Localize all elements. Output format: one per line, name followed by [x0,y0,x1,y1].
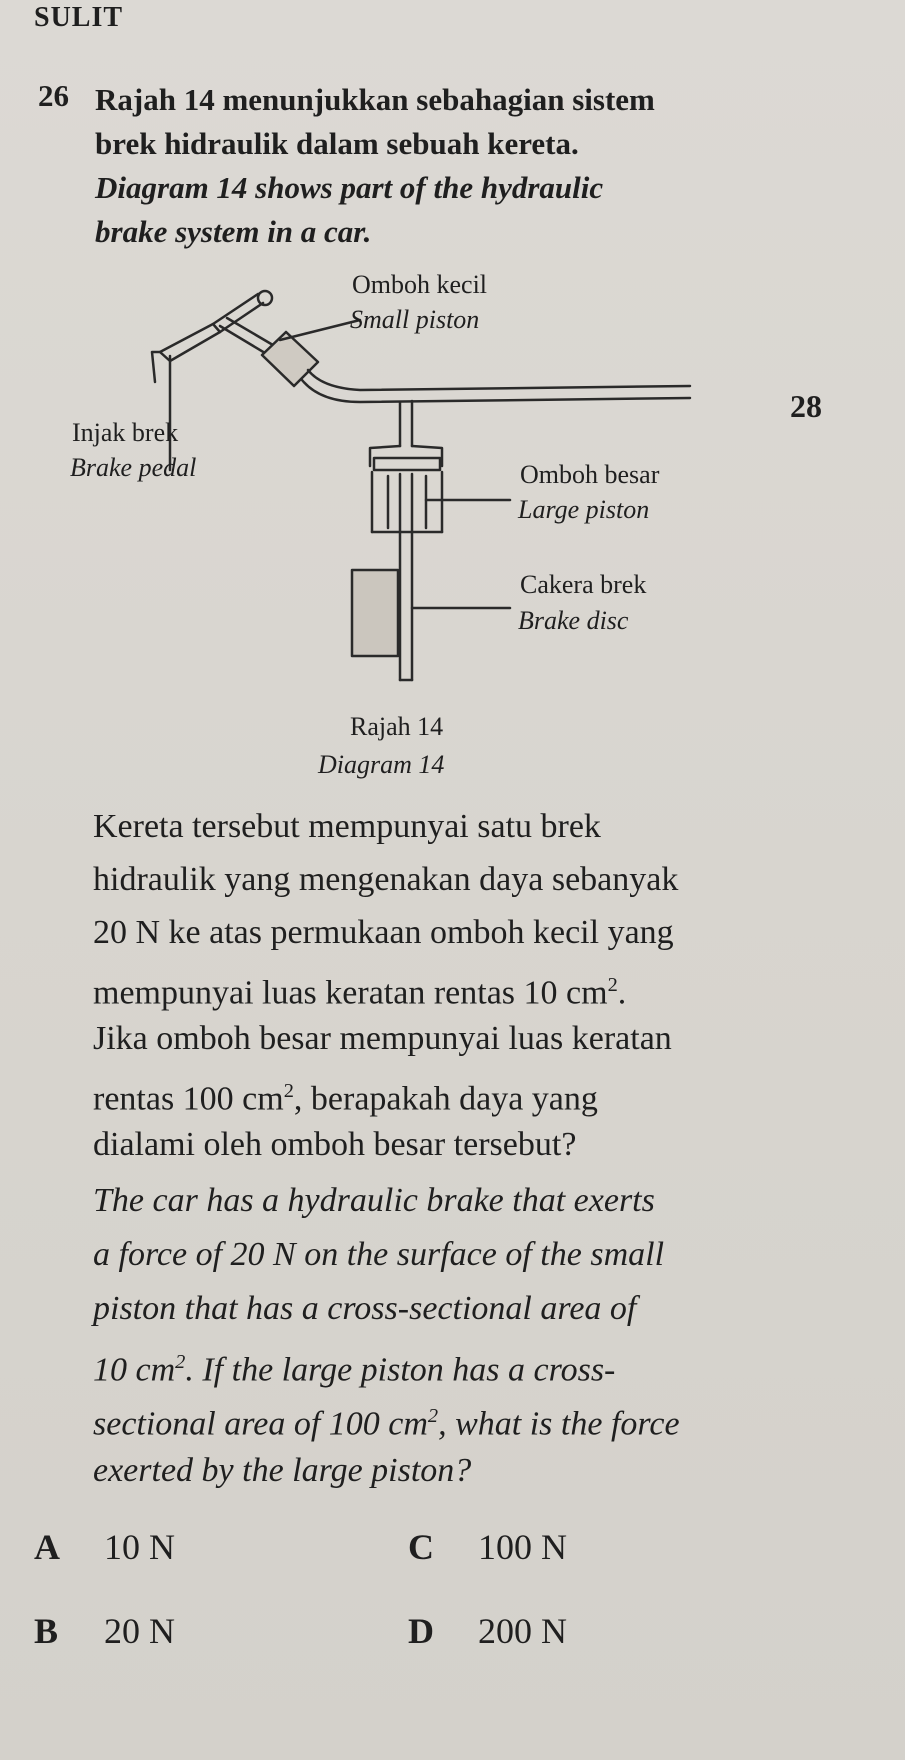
label-brake-disc-bm: Cakera brek [520,570,647,599]
pipe-top [308,370,690,390]
stem-bm-line-2: brek hidraulik dalam sebuah kereta. [95,126,579,161]
body-bm-line-5: Jika omboh besar mempunyai luas keratan [93,1020,672,1057]
pedal-foot [152,352,160,382]
label-brake-pedal-bm: Injak brek [72,418,179,447]
small-piston [262,332,318,386]
body-bm-line-3: 20 N ke atas permukaan omboh kecil yang [93,914,674,951]
label-small-piston-bm: Omboh kecil [352,270,488,299]
label-large-piston-en: Large piston [518,495,650,524]
hydraulic-brake-diagram [70,270,790,770]
body-en-line-6: exerted by the large piston? [93,1452,472,1489]
label-large-piston-bm: Omboh besar [520,460,660,489]
body-en-line-5: sectional area of 100 $cm^2$, what is the force [93,1405,680,1443]
question-number: 26 [38,78,69,113]
diagram-drawing [70,270,790,770]
body-en-line-4: 10 $cm^2$. If the large piston has a cross- [93,1351,616,1389]
body-bm-line-2: hidraulik yang mengenakan daya sebanyak [93,861,679,898]
body-bm-line-4: mempunyai luas keratan rentas 10 $cm^2$. [93,974,627,1012]
body-bm-line-7: dialami oleh omboh besar tersebut? [93,1126,577,1163]
body-bm-line-1: Kereta tersebut mempunyai satu brek [93,808,601,845]
option-d[interactable]: D 200 N [408,1611,567,1651]
caption-en: Diagram 14 [318,750,445,779]
option-c[interactable]: C 100 N [408,1527,567,1567]
cylinder-cap [370,446,442,466]
pedal-pivot [258,291,272,305]
option-b[interactable]: B 20 N [34,1611,175,1651]
label-small-piston-en: Small piston [350,305,480,334]
stem-bm-line-1: Rajah 14 menunjukkan sebahagian sistem [95,82,655,117]
body-en-line-1: The car has a hydraulic brake that exerts [93,1182,655,1219]
body-en-line-3: piston that has a cross-sectional area of [93,1290,637,1327]
option-a[interactable]: A 10 N [34,1527,175,1567]
label-brake-pedal-en: Brake pedal [70,453,197,482]
leader-small-piston [280,320,360,340]
label-brake-disc-en: Brake disc [518,606,629,635]
push-rod-a [220,326,270,356]
brake-disc-block [352,570,398,656]
caption-bm: Rajah 14 [350,712,444,741]
stem-en-line-1: Diagram 14 shows part of the hydraulic [95,170,604,205]
margin-page-number: 28 [790,388,822,424]
sulit-header: SULIT [34,2,124,33]
body-bm-line-6: rentas 100 $cm^2$, berapakah daya yang [93,1080,598,1118]
push-rod-b [227,318,278,348]
stem-en-line-2: brake system in a car. [95,214,372,249]
cylinder-head [374,458,440,470]
body-en-line-2: a force of 20 N on the surface of the small [93,1236,665,1273]
